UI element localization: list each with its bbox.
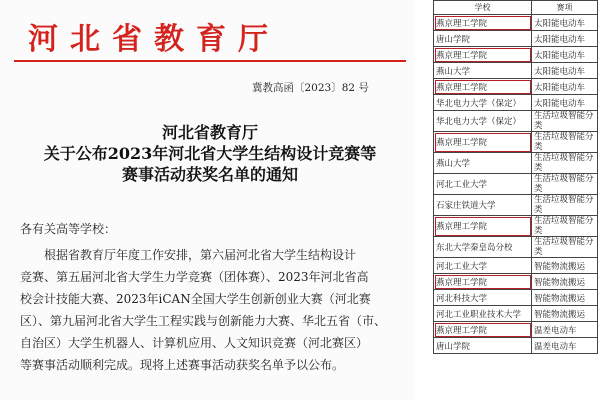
school-cell: 华北电力大学（保定） [434, 95, 532, 111]
table-row [434, 111, 598, 132]
event-cell: 生活垃圾智能分类 [532, 216, 598, 237]
school-cell: 燕山大学 [434, 153, 532, 174]
school-cell: 河北科技大学 [434, 290, 532, 306]
school-cell: 唐山学院 [434, 338, 532, 354]
salutation: 各有关高等学校： [20, 222, 117, 236]
award-table-panel [430, 0, 600, 400]
table-row [434, 31, 598, 47]
table-row [434, 216, 598, 237]
table-row [434, 47, 598, 63]
table-header-row [434, 1, 598, 15]
table-row [434, 290, 598, 306]
event-cell: 智能物流搬运 [532, 306, 598, 322]
event-cell: 智能物流搬运 [532, 290, 598, 306]
event-cell: 生活垃圾智能分类 [532, 132, 598, 153]
body-line: 区）、第九届河北省大学生工程实践与创新能力大赛、华北五省（市、 [20, 314, 387, 328]
school-cell: 燕京理工学院 [434, 47, 532, 63]
award-table-body [434, 15, 598, 354]
table-row [434, 132, 598, 153]
school-cell: 燕山大学 [434, 63, 532, 79]
event-cell: 太阳能电动车 [532, 95, 598, 111]
event-cell: 温差电动车 [532, 338, 598, 354]
event-cell: 太阳能电动车 [532, 63, 598, 79]
school-cell: 燕京理工学院 [434, 274, 532, 290]
table-row [434, 95, 598, 111]
table-row [434, 258, 598, 274]
body-line: 竞赛、第五届河北省大学生力学竞赛（团体赛）、2023年河北省高 [20, 270, 369, 284]
event-cell: 生活垃圾智能分类 [532, 174, 598, 195]
school-cell: 华北电力大学（保定） [434, 111, 532, 132]
school-cell: 河北工业大学 [434, 258, 532, 274]
school-cell: 河北工业大学 [434, 174, 532, 195]
panel-gap [415, 0, 430, 400]
table-row [434, 15, 598, 31]
body-line: 校会计技能大赛、2023年iCAN全国大学生创新创业大赛（河北赛 [20, 292, 371, 306]
event-cell: 生活垃圾智能分类 [532, 237, 598, 258]
school-cell: 燕京理工学院 [434, 216, 532, 237]
table-row [434, 237, 598, 258]
body-line: 根据省教育厅年度工作安排，第六届河北省大学生结构设计 [44, 248, 357, 262]
award-table [433, 0, 598, 354]
masthead-red-divider [14, 60, 406, 62]
event-cell: 智能物流搬运 [532, 258, 598, 274]
table-row [434, 322, 598, 338]
table-row [434, 63, 598, 79]
event-cell: 生活垃圾智能分类 [532, 111, 598, 132]
table-row [434, 306, 598, 322]
school-cell: 河北工业职业技术大学 [434, 306, 532, 322]
table-row [434, 174, 598, 195]
title-line: 关于公布2023年河北省大学生结构设计竞赛等 [43, 144, 377, 163]
table-row [434, 274, 598, 290]
table-row [434, 153, 598, 174]
school-cell: 唐山学院 [434, 31, 532, 47]
school-cell: 燕京理工学院 [434, 79, 532, 95]
event-cell: 太阳能电动车 [532, 15, 598, 31]
document-number: 冀教高函〔2023〕82 号 [252, 82, 369, 94]
school-cell: 石家庄铁道大学 [434, 195, 532, 216]
table-row [434, 338, 598, 354]
event-cell: 太阳能电动车 [532, 79, 598, 95]
document-body [20, 244, 410, 376]
title-line: 河北省教育厅 [161, 123, 258, 142]
event-cell: 太阳能电动车 [532, 31, 598, 47]
title-line: 赛事活动获奖名单的通知 [121, 165, 298, 184]
header-event: 赛项 [532, 1, 598, 15]
body-line: 等赛事活动顺利完成。现将上述赛事活动获奖名单予以公布。 [20, 358, 345, 372]
school-cell: 燕京理工学院 [434, 322, 532, 338]
table-row [434, 195, 598, 216]
event-cell: 生活垃圾智能分类 [532, 195, 598, 216]
school-cell: 燕京理工学院 [434, 15, 532, 31]
table-row [434, 79, 598, 95]
document-title [14, 122, 406, 185]
event-cell: 温差电动车 [532, 322, 598, 338]
event-cell: 生活垃圾智能分类 [532, 153, 598, 174]
school-cell: 燕京理工学院 [434, 132, 532, 153]
event-cell: 智能物流搬运 [532, 274, 598, 290]
body-line: 自治区）大学生机器人、计算机应用、人文知识竞赛（河北赛区） [20, 336, 369, 350]
school-cell: 东北大学秦皇岛分校 [434, 237, 532, 258]
event-cell: 太阳能电动车 [532, 47, 598, 63]
header-school: 学校 [434, 1, 532, 15]
masthead-title: 河北省教育厅 [28, 22, 280, 57]
